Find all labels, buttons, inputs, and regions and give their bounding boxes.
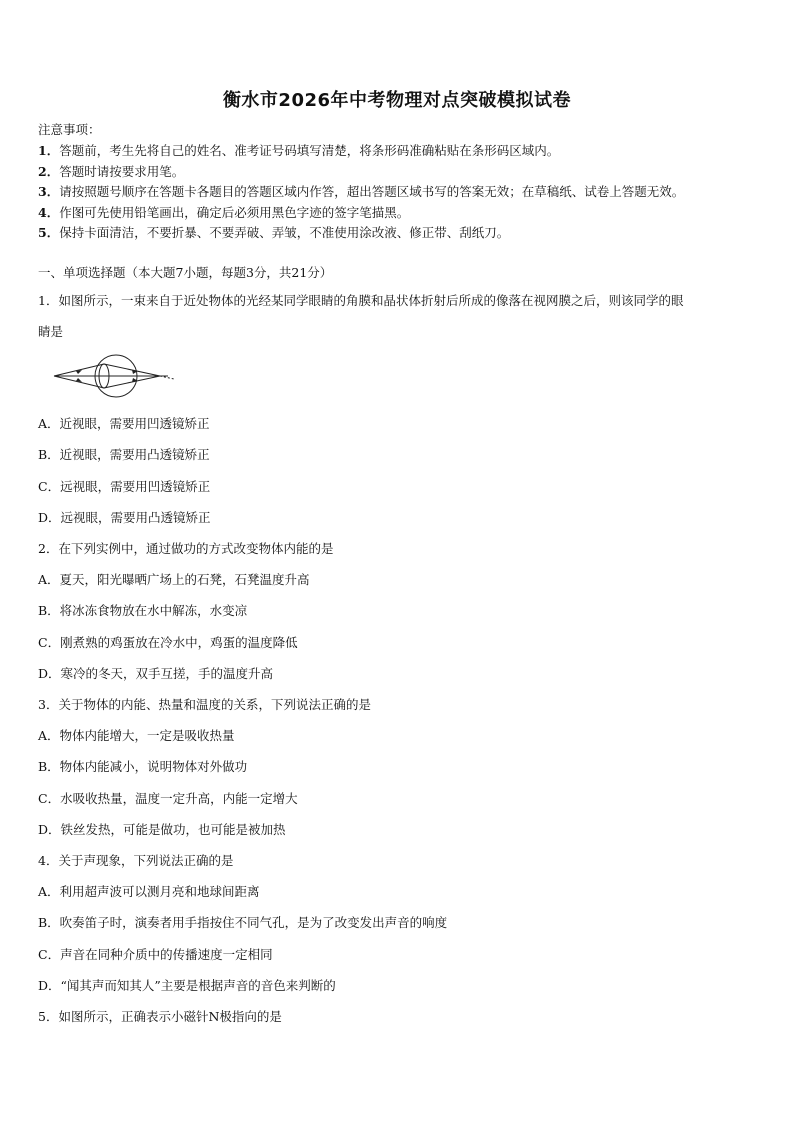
option-b: B．吹奏笛子时，演奏者用手指按住不同气孔，是为了改变发出声音的响度	[38, 915, 448, 930]
question-stem: 3．关于物体的内能、热量和温度的关系，下列说法正确的是	[38, 697, 371, 712]
option-d: D．远视眼，需要用凸透镜矫正	[38, 510, 211, 525]
notice-item	[38, 164, 184, 180]
option-b: B．将冰冻食物放在水中解冻，水变凉	[38, 603, 248, 618]
notice-item	[38, 225, 509, 241]
notice-item-text: 请按照题号顺序在答题卡各题目的答题区域内作答，超出答题区域书写的答案无效；在草稿纸、试卷上答题无效。	[59, 184, 685, 199]
notice-item-text: 答题前，考生先将自己的姓名、准考证号码填写清楚，将条形码准确粘贴在条形码区域内。	[59, 143, 560, 158]
notice-item	[38, 205, 409, 221]
option-a: A．夏天，阳光曝晒广场上的石凳，石凳温度升高	[38, 572, 310, 587]
option-c: C．刚煮熟的鸡蛋放在冷水中，鸡蛋的温度降低	[38, 635, 298, 650]
notice-item-text: 答题时请按要求用笔。	[59, 164, 185, 179]
notice-item-number: 3．	[38, 184, 60, 199]
option-a: A．物体内能增大，一定是吸收热量	[38, 728, 235, 743]
question-stem-continued: 睛是	[38, 324, 64, 339]
page-title: 衡水市2026年中考物理对点突破模拟试卷	[222, 90, 572, 111]
option-b: B．近视眼，需要用凸透镜矫正	[38, 447, 210, 462]
option-d: D．寒冷的冬天，双手互搓，手的温度升高	[38, 666, 274, 681]
question-stem: 1．如图所示，一束来自于近处物体的光经某同学眼睛的角膜和晶状体折射后所成的像落在视网膜之后，则该同学的眼	[38, 293, 684, 308]
option-c: C．远视眼，需要用凹透镜矫正	[38, 479, 211, 494]
notice-item-text: 作图可先使用铅笔画出，确定后必须用黑色字迹的签字笔描黑。	[59, 205, 410, 220]
notice-item-number: 4．	[38, 205, 60, 220]
question-stem: 5．如图所示，正确表示小磁针N极指向的是	[38, 1009, 282, 1024]
eye-diagram	[50, 352, 178, 398]
notice-item-number: 5．	[38, 225, 60, 240]
question-stem: 4．关于声现象，下列说法正确的是	[38, 853, 234, 868]
section-heading: 一、单项选择题（本大题7小题，每题3分，共21分）	[38, 265, 333, 280]
notice-item	[38, 143, 559, 159]
notice-item-number: 1．	[38, 143, 60, 158]
notice-item-text: 保持卡面清洁，不要折暴、不要弄破、弄皱，不准使用涂改液、修正带、刮纸刀。	[59, 225, 510, 240]
notice-item-number: 2．	[38, 164, 60, 179]
incoming-ray-lower	[54, 376, 104, 388]
option-a: A．利用超声波可以测月亮和地球间距离	[38, 884, 260, 899]
option-c: C．声音在同种介质中的传播速度一定相同	[38, 947, 273, 962]
notice-item	[38, 184, 684, 200]
notice-heading: 注意事项：	[38, 122, 101, 137]
question-stem: 2．在下列实例中，通过做功的方式改变物体内能的是	[38, 541, 334, 556]
option-d: D．铁丝发热，可能是做功，也可能是被加热	[38, 822, 286, 837]
option-a: A．近视眼，需要用凹透镜矫正	[38, 416, 210, 431]
option-b: B．物体内能减小，说明物体对外做功	[38, 759, 248, 774]
incoming-ray-upper	[54, 364, 104, 376]
option-d: D．“闻其声而知其人”主要是根据声音的音色来判断的	[38, 978, 336, 993]
option-c: C．水吸收热量，温度一定升高，内能一定增大	[38, 791, 298, 806]
